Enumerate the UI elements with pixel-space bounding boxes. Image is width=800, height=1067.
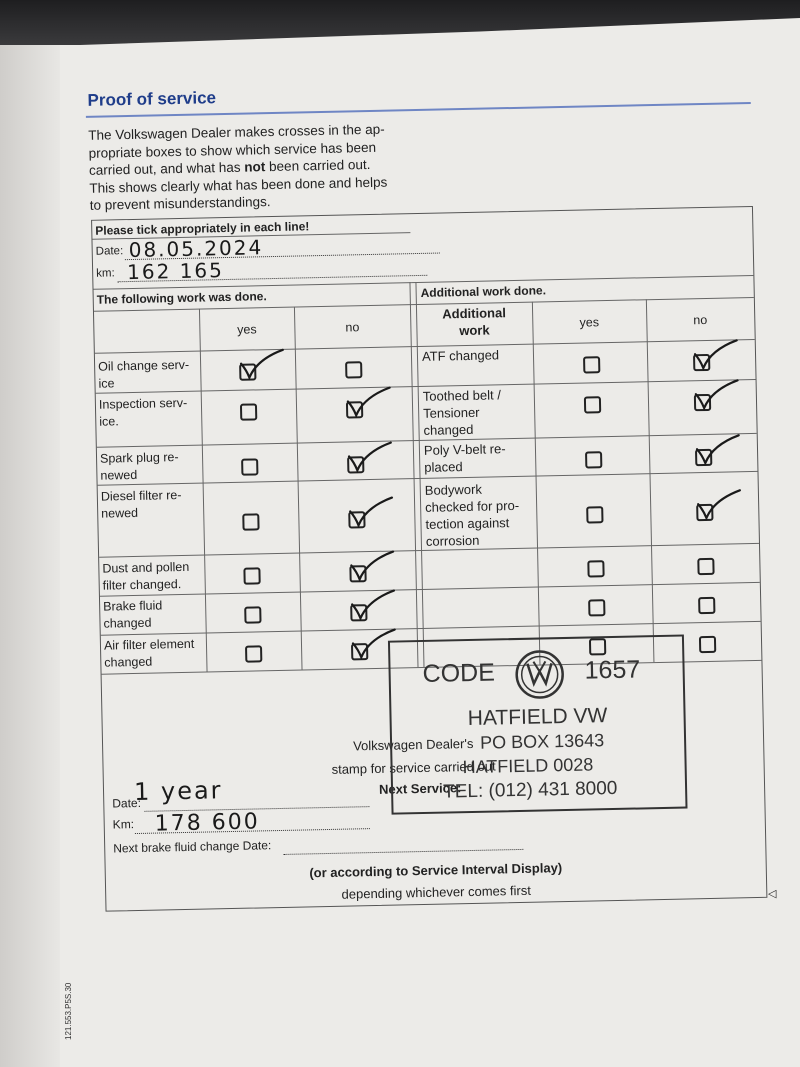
checkbox-right-yes[interactable]	[585, 451, 602, 468]
row-label-brake-fluid: Brake fluid changed	[103, 598, 163, 631]
checkbox-right-no[interactable]	[697, 558, 714, 575]
checkbox-right-yes[interactable]	[587, 560, 604, 577]
row-label-poly-v-belt: Poly V-belt re- placed	[423, 441, 506, 475]
stamp-po-box: PO BOX 13643	[479, 730, 605, 753]
right-header: Additional work done.	[420, 283, 547, 300]
page-turn-arrow-icon: ◁	[768, 888, 777, 900]
checkbox-left-yes[interactable]	[240, 403, 257, 420]
checkbox-right-yes[interactable]	[586, 506, 603, 523]
col-no-left: no	[345, 320, 360, 335]
row-label-air-filter: Air filter element changed	[103, 636, 195, 670]
intro-line: carried out, and what has not been carried out.	[88, 156, 371, 178]
checkbox-left-yes[interactable]	[241, 458, 258, 475]
row-label-inspection: Inspection serv- ice.	[98, 395, 188, 429]
row-label-bodywork: Bodywork checked for pro- tection against corrosion	[424, 481, 520, 549]
handwritten-tick	[693, 432, 742, 472]
instruction-text: Please tick appropriately in each line!	[95, 219, 310, 238]
stamp-tel: TEL: (012) 431 8000	[442, 777, 618, 803]
checkbox-right-no[interactable]	[698, 597, 715, 614]
stamp-dealer-name: HATFIELD VW	[467, 704, 608, 731]
km-label: km:	[96, 267, 115, 280]
service-km-handwritten: 162 165	[126, 258, 225, 285]
next-service-label: Next Service:	[378, 780, 462, 797]
next-km-label: Km:	[112, 817, 135, 832]
whichever-first-note: depending whichever comes first	[341, 882, 532, 902]
handwritten-tick	[694, 487, 743, 527]
checkbox-right-yes[interactable]	[584, 396, 601, 413]
print-serial: 121.553.P5S.30	[64, 982, 73, 1040]
checkbox-right-no[interactable]	[699, 636, 716, 653]
row-label-toothed-belt: Toothed belt / Tensioner changed	[422, 387, 502, 438]
checkbox-left-yes[interactable]	[242, 513, 259, 530]
checkbox-left-yes[interactable]	[244, 606, 261, 623]
intro-line: This shows clearly what has been done and helps	[89, 174, 388, 196]
col-yes-right: yes	[579, 315, 600, 330]
handwritten-tick	[345, 440, 394, 480]
handwritten-tick	[692, 377, 741, 417]
handwritten-tick	[344, 385, 393, 425]
date-label: Date:	[95, 245, 124, 258]
row-label-spark-plug: Spark plug re- newed	[99, 450, 179, 483]
stamp-town: HATFIELD 0028	[462, 754, 594, 778]
row-label-dust-pollen: Dust and pollen filter changed.	[102, 559, 190, 593]
page-title: Proof of service	[87, 88, 217, 110]
handwritten-tick	[347, 549, 396, 589]
intro-line: to prevent misunderstandings.	[89, 194, 271, 213]
dealer-stamp	[388, 635, 688, 815]
intro-line: propriate boxes to show which service has been	[88, 139, 377, 161]
dealer-stamp-label-2: stamp for service carried out	[331, 758, 496, 777]
stamp-code-label: CODE	[422, 658, 496, 688]
row-label-atf: ATF changed	[421, 347, 500, 364]
left-header: The following work was done.	[96, 289, 267, 307]
intro-line: The Volkswagen Dealer makes crosses in the ap-	[88, 121, 385, 143]
row-label-diesel-filter: Diesel filter re- newed	[100, 487, 182, 521]
additional-work-header: Additional work	[442, 305, 507, 339]
checkbox-left-no[interactable]	[345, 361, 362, 378]
next-date-handwritten: 1 year	[133, 776, 223, 807]
next-km-handwritten: 178 600	[154, 809, 260, 837]
interval-note: (or according to Service Interval Display)	[309, 860, 563, 881]
handwritten-tick	[691, 337, 740, 377]
handwritten-tick	[237, 347, 286, 387]
intro-text	[88, 120, 410, 214]
next-date-label: Date:	[112, 795, 142, 811]
checkbox-left-yes[interactable]	[245, 645, 262, 662]
dealer-stamp-label: Volkswagen Dealer's	[352, 735, 474, 754]
col-yes-left: yes	[237, 322, 257, 337]
handwritten-tick	[348, 588, 397, 628]
service-date-handwritten: 08.05.2024	[128, 235, 264, 263]
vw-logo-icon	[514, 649, 565, 700]
col-no-right: no	[693, 312, 708, 328]
row-label-oil-change: Oil change serv- ice	[97, 357, 190, 391]
checkbox-left-yes[interactable]	[243, 567, 260, 584]
checkbox-right-yes[interactable]	[583, 356, 600, 373]
checkbox-right-yes[interactable]	[588, 599, 605, 616]
brake-fluid-date-label: Next brake fluid change Date:	[113, 838, 272, 856]
stamp-code-number: 1657	[584, 655, 641, 685]
handwritten-tick	[346, 495, 395, 535]
